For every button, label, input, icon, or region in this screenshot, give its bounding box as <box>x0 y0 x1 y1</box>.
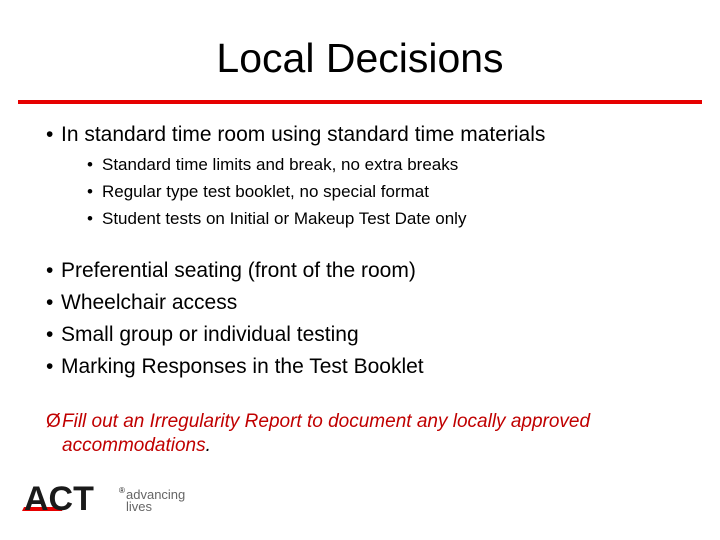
logo-registered-mark: ® <box>119 486 125 495</box>
logo-tagline-line-2: lives <box>126 499 153 514</box>
main-bullet <box>46 122 545 148</box>
bullet-marker: • <box>46 123 54 146</box>
logo-wordmark: ACT <box>24 480 94 518</box>
act-logo <box>22 480 192 520</box>
bullet-item <box>46 322 359 348</box>
main-bullet-text: In standard time room using standard time materials <box>61 123 546 146</box>
bullet-marker: • <box>46 291 54 314</box>
bullet-item <box>46 354 424 380</box>
bullet-text: Preferential seating (front of the room) <box>61 259 416 282</box>
note-line-1: Fill out an Irregularity Report to document any locally approved <box>62 411 591 432</box>
note-line-2: accommodations <box>62 435 206 456</box>
irregularity-note <box>46 410 666 458</box>
note-period: . <box>205 435 211 456</box>
bullet-item <box>46 290 237 316</box>
sub-bullet-text: Standard time limits and break, no extra breaks <box>102 155 459 174</box>
bullet-text: Small group or individual testing <box>61 323 359 346</box>
sub-bullet-text: Student tests on Initial or Makeup Test Date only <box>102 209 467 228</box>
bullet-text: Marking Responses in the Test Booklet <box>61 355 424 378</box>
bullet-marker: • <box>87 209 93 228</box>
arrow-bullet-icon: Ø <box>46 411 61 432</box>
sub-bullet-text: Regular type test booklet, no special format <box>102 182 429 201</box>
sub-bullet <box>87 181 429 203</box>
bullet-marker: • <box>46 323 54 346</box>
bullet-text: Wheelchair access <box>61 291 238 314</box>
bullet-marker: • <box>46 355 54 378</box>
slide-title: Local Decisions <box>216 35 504 81</box>
sub-bullet <box>87 154 458 176</box>
title-divider <box>18 100 702 104</box>
bullet-marker: • <box>46 259 54 282</box>
logo-tagline-line-1: advancing <box>126 487 186 502</box>
bullet-marker: • <box>87 182 93 201</box>
bullet-marker: • <box>87 155 93 174</box>
bullet-item <box>46 258 416 284</box>
sub-bullet <box>87 208 466 230</box>
